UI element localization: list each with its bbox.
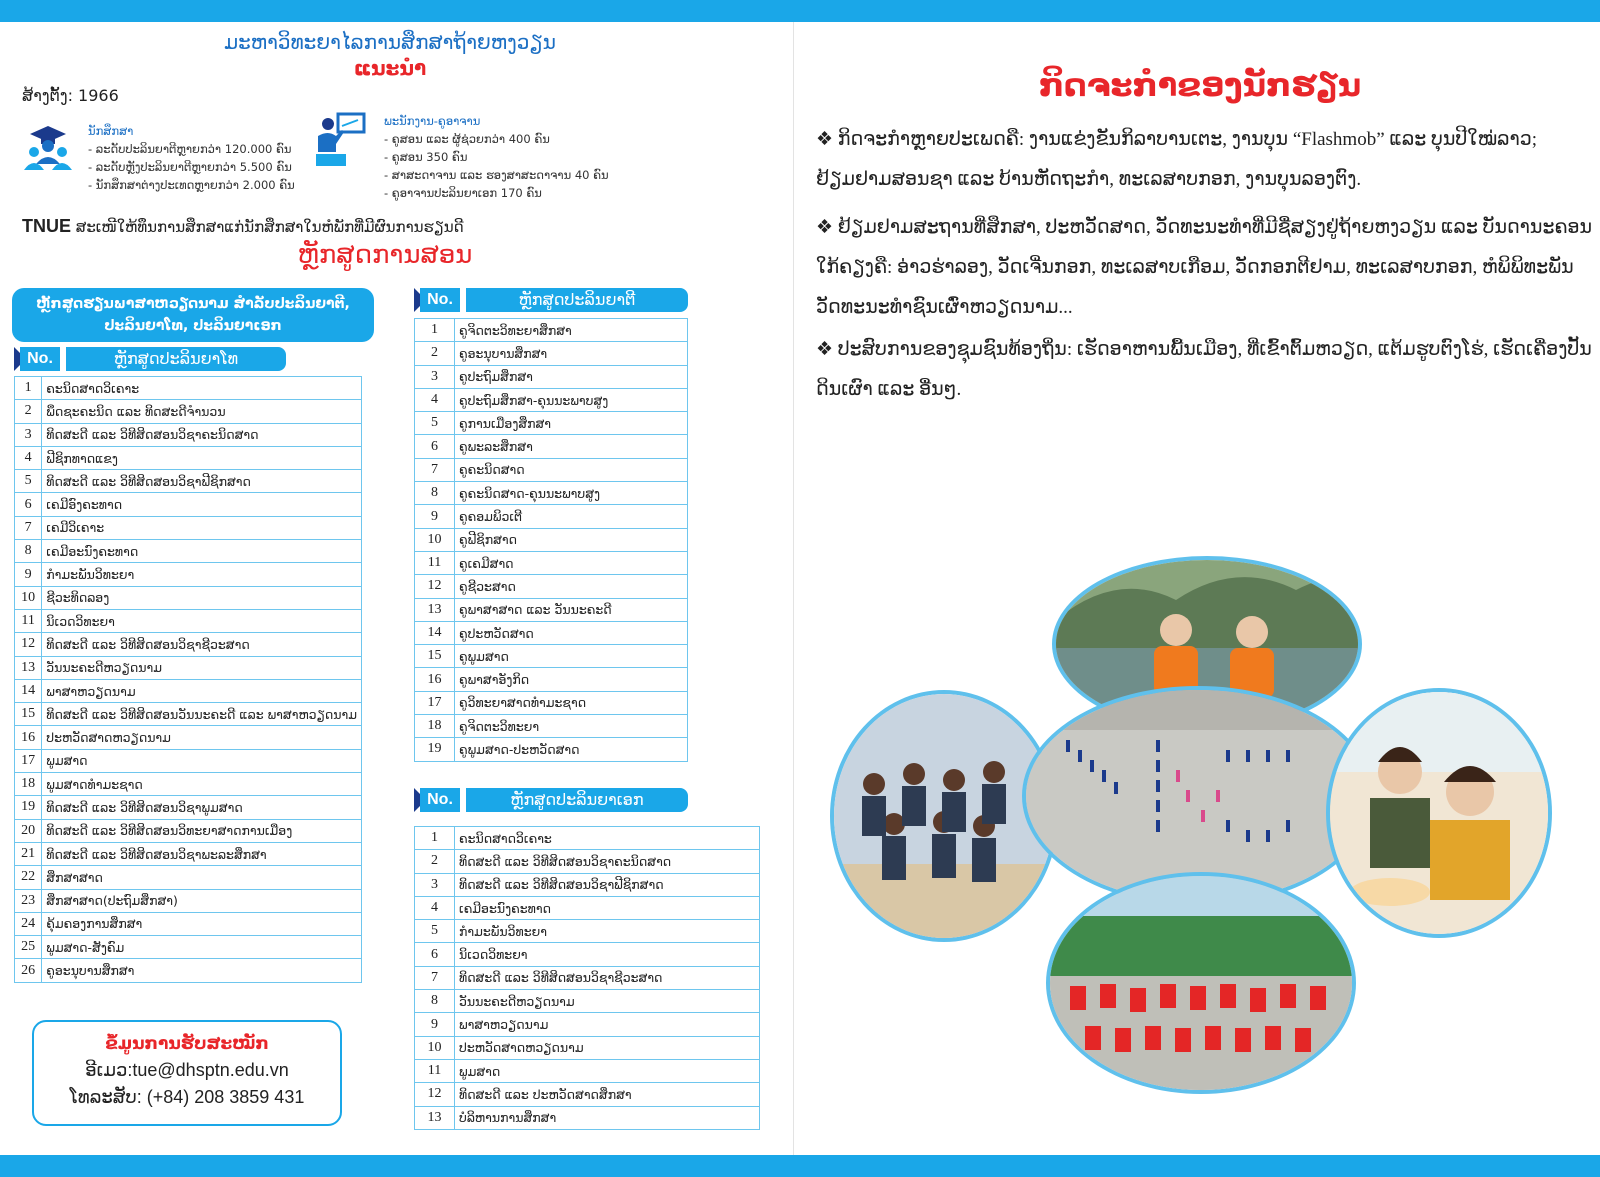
row-number: 15 (415, 645, 455, 668)
row-number: 1 (15, 377, 42, 400)
program-name: ຄຸ້ມຄອງການສຶກສາ (42, 912, 362, 935)
table-row (15, 959, 362, 982)
table-row (15, 540, 362, 563)
table-row (15, 936, 362, 959)
table-row (15, 703, 362, 726)
no-label: No. (420, 788, 460, 812)
vietnamese-language-program-pill: ຫຼັກສູດຮຽນພາສາຫວຽດນາມ ສຳລັບປະລິນຍາຕີ, ປະລິນຍາໂທ, ປະລິນຍາເອກ (12, 288, 374, 342)
intro-title: ແນະນຳ (353, 56, 427, 80)
row-number: 19 (15, 796, 42, 819)
program-name: ເຄມີອະນົງຄະທາດ (42, 540, 362, 563)
program-name: ຄູຊີວະສາດ (455, 575, 688, 598)
table-row (15, 912, 362, 935)
row-number: 16 (15, 726, 42, 749)
table-row (415, 873, 760, 896)
row-number: 5 (415, 920, 455, 943)
row-number: 3 (415, 873, 455, 896)
row-number: 12 (415, 575, 455, 598)
teacher-icon (316, 112, 366, 172)
program-name: ຄູຄະນິດສາດ-ຄຸນນະພາບສູງ (455, 482, 688, 505)
table-row (15, 609, 362, 632)
activities-title: ກິດຈະກຳຂອງນັກຮຽນ (1038, 66, 1362, 104)
row-number: 8 (415, 990, 455, 1013)
staff-line: - ສາສະດາຈານ ແລະ ຮອງສາສະດາຈານ 40 ຄົນ (384, 168, 609, 182)
table-row (15, 656, 362, 679)
row-number: 2 (415, 850, 455, 873)
bachelors-header (414, 288, 688, 312)
program-name: ຄູຄະນິດສາດ (455, 458, 688, 481)
row-number: 26 (15, 959, 42, 982)
program-name: ພູມສາດ (42, 749, 362, 772)
row-number: 10 (415, 528, 455, 551)
row-number: 16 (415, 668, 455, 691)
table-row (415, 668, 688, 691)
photo-red-shirt-dance (1046, 872, 1356, 1094)
table-row (415, 482, 688, 505)
program-name: ຄູຈິດຕະວິທະຍາ (455, 715, 688, 738)
table-row (15, 819, 362, 842)
table-row (415, 966, 760, 989)
row-number: 3 (415, 365, 455, 388)
program-name: ຟີຊິກທາດແຂງ (42, 446, 362, 469)
page-fold-divider (793, 22, 794, 1155)
program-name: ຄູປະຫວັດສາດ (455, 621, 688, 644)
program-name: ນິເວດວິທະຍາ (455, 943, 760, 966)
photo-beach-group (830, 690, 1058, 942)
row-number: 12 (415, 1083, 455, 1106)
program-name: ພູມສາດ (455, 1059, 760, 1082)
table-row (415, 920, 760, 943)
photo-cooking (1326, 688, 1552, 938)
row-number: 17 (15, 749, 42, 772)
program-name: ຄູພາສາສາດ ແລະ ວັນນະຄະດີ (455, 598, 688, 621)
program-name: ເຄມີວິເຄາະ (42, 516, 362, 539)
staff-line: - ຄູສອນ ແລະ ຜູ້ຊ່ວຍກວ່າ 400 ຄົນ (384, 132, 550, 146)
program-name: ພາສາຫວຽດນາມ (455, 1013, 760, 1036)
program-name: ທິດສະດີ ແລະ ວິທີສິດສອນວິຊາຊີວະສາດ (42, 633, 362, 656)
top-color-bar (0, 0, 1600, 22)
staff-line: - ຄູອາຈານປະລິນຍາເອກ 170 ຄົນ (384, 186, 542, 200)
program-name: ທິດສະດີ ແລະ ວິທີສິດສອນວິທະຍາສາດການເມືອງ (42, 819, 362, 842)
table-row (415, 1106, 760, 1129)
row-number: 9 (415, 505, 455, 528)
table-row (15, 633, 362, 656)
staff-heading: ພະນັກງານ-ຄູອາຈານ (384, 114, 481, 128)
row-number: 5 (15, 470, 42, 493)
table-row (15, 563, 362, 586)
program-name: ນິເວດວິທະຍາ (42, 609, 362, 632)
table-row (415, 388, 688, 411)
table-row (415, 435, 688, 458)
program-name: ທິດສະດີ ແລະ ປະຫວັດສາດສຶກສາ (455, 1083, 760, 1106)
row-number: 7 (15, 516, 42, 539)
row-number: 6 (15, 493, 42, 516)
row-number: 9 (15, 563, 42, 586)
staff-stats (384, 112, 609, 202)
table-row (415, 1059, 760, 1082)
row-number: 20 (15, 819, 42, 842)
programs-title: ຫຼັກສູດການສອນ (297, 240, 473, 270)
university-name: ມະຫາວິທະຍາໄລການສຶກສາຖ້າຍຫງວຽນ (224, 30, 556, 54)
founded-year: ສ້າງຕັ້ງ: 1966 (22, 86, 119, 105)
row-number: 13 (415, 1106, 455, 1129)
table-row (415, 1036, 760, 1059)
program-name: ສຶກສາສາດ(ປະຖົມສຶກສາ) (42, 889, 362, 912)
table-row (15, 866, 362, 889)
row-number: 12 (15, 633, 42, 656)
doctoral-program-table (414, 826, 760, 1130)
table-row (415, 691, 688, 714)
brand-name: TNUE (22, 216, 71, 236)
contact-title: ຂໍ້ມູນການຮັບສະໝັກ (105, 1034, 269, 1054)
program-name: ທິດສະດີ ແລະ ວິທີສິດສອນວິຊາຟີຊິກສາດ (42, 470, 362, 493)
program-name: ທິດສະດີ ແລະ ວິທີສິດສອນວິຊາຄະນິດສາດ (455, 850, 760, 873)
row-number: 14 (15, 679, 42, 702)
table-row (15, 842, 362, 865)
table-row (415, 850, 760, 873)
row-number: 9 (415, 1013, 455, 1036)
masters-program-table (14, 376, 362, 983)
row-number: 18 (415, 715, 455, 738)
students-icon (22, 124, 74, 178)
row-number: 25 (15, 936, 42, 959)
program-name: ວັນນະຄະດີຫວຽດນາມ (455, 990, 760, 1013)
row-number: 2 (415, 342, 455, 365)
row-number: 4 (415, 896, 455, 919)
table-row (415, 645, 688, 668)
row-number: 24 (15, 912, 42, 935)
row-number: 15 (15, 703, 42, 726)
table-row (415, 896, 760, 919)
activities-paragraph: ❖ ຢ້ຽມຢາມສະຖານທີ່ສຶກສາ, ປະຫວັດສາດ, ວັດທະນະທຳທີ່ມີຊື່ສຽງຢູ່ຖ້າຍຫງວຽນ ແລະ ບັນດານະຄອນໃກ້ຄຽງຄື: ອ່າວຮ່າລອງ, ວັດເຈີ່ນກອກ, ທະເລສາບເກືອມ, ວັດກອກຕີຢາມ, ທະເລສາບກອກ, ຫໍພິພິທະພັນວັດທະນະທຳຊົນເຜົ່າຫວຽດນາມ... (816, 217, 1593, 318)
table-row (415, 598, 688, 621)
table-row (15, 726, 362, 749)
row-number: 23 (15, 889, 42, 912)
program-name: ຄູພູມສາດ-ປະຫວັດສາດ (455, 738, 688, 761)
row-number: 8 (15, 540, 42, 563)
row-number: 10 (415, 1036, 455, 1059)
program-name: ກຳມະພັນວິທະຍາ (455, 920, 760, 943)
table-row (415, 621, 688, 644)
row-number: 3 (15, 423, 42, 446)
activities-paragraph: ❖ ກິດຈະກຳຫຼາຍປະເພດຄື: ງານແຂ່ງຂັນກິລາບານເຕະ, ງານບຸນ “Flashmob” ແລະ ບຸນປີໃໝ່ລາວ; ຢ້ຽມຢາມສອນຊາ ແລະ ບ້ານຫັດຖະກຳ, ທະເລສາບກອກ, ງານບຸນລອງຕົງ. (816, 129, 1538, 190)
row-number: 13 (415, 598, 455, 621)
doctoral-header (414, 788, 688, 812)
table-row (15, 749, 362, 772)
table-row (415, 1013, 760, 1036)
row-number: 1 (415, 319, 455, 342)
students-stats (88, 122, 295, 194)
program-name: ຄູອະນຸບານສຶກສາ (42, 959, 362, 982)
program-name: ຄູພາສາອັງກິດ (455, 668, 688, 691)
students-line: - ລະດັບປະລິນຍາຕີຫຼາຍກວ່າ 120.000 ຄົນ (88, 142, 292, 156)
table-row (15, 400, 362, 423)
contact-phone[interactable]: ໂທລະສັບ: (+84) 208 3859 431 (69, 1087, 305, 1107)
table-row (15, 889, 362, 912)
row-number: 10 (15, 586, 42, 609)
program-name: ຄູການເມືອງສຶກສາ (455, 412, 688, 435)
table-row (415, 458, 688, 481)
program-name: ປະຫວັດສາດຫວຽດນາມ (455, 1036, 760, 1059)
table-row (415, 827, 760, 850)
staff-line: - ຄູສອນ 350 ຄົນ (384, 150, 468, 164)
program-name: ຄູວິທະຍາສາດທຳມະຊາດ (455, 691, 688, 714)
program-name: ທິດສະດີ ແລະ ວິທີສິດສອນວິຊາພູມສາດ (42, 796, 362, 819)
program-name: ເຄມີອະນົງຄະທາດ (455, 896, 760, 919)
row-number: 11 (415, 1059, 455, 1082)
doctoral-title: ຫຼັກສູດປະລິນຍາເອກ (466, 788, 688, 812)
row-number: 6 (415, 943, 455, 966)
row-number: 14 (415, 621, 455, 644)
program-name: ສຶກສາສາດ (42, 866, 362, 889)
program-name: ວັນນະຄະດີຫວຽດນາມ (42, 656, 362, 679)
contact-email[interactable]: ອີເມວ:tue@dhsptn.edu.vn (85, 1060, 289, 1080)
row-number: 11 (415, 551, 455, 574)
scholarship-statement (22, 216, 582, 237)
program-name: ຄູປະຖົມສຶກສາ-ຄຸນນະພາບສູງ (455, 388, 688, 411)
table-row (415, 738, 688, 761)
masters-title: ຫຼັກສູດປະລິນຍາໂທ (66, 347, 286, 371)
row-number: 7 (415, 458, 455, 481)
program-name: ຄູອະນຸບານສຶກສາ (455, 342, 688, 365)
masters-header (14, 347, 286, 371)
table-row (415, 575, 688, 598)
program-name: ທິດສະດີ ແລະ ວິທີສິດສອນວິຊາຊີວະສາດ (455, 966, 760, 989)
table-row (15, 470, 362, 493)
row-number: 6 (415, 435, 455, 458)
program-name: ຄະນິດສາດວິເຄາະ (42, 377, 362, 400)
program-name: ເຄມີອົງຄະທາດ (42, 493, 362, 516)
row-number: 17 (415, 691, 455, 714)
bottom-color-bar (0, 1155, 1600, 1177)
program-name: ພາສາຫວຽດນາມ (42, 679, 362, 702)
table-row (415, 528, 688, 551)
table-row (15, 773, 362, 796)
bachelors-program-table (414, 318, 688, 762)
program-name: ຄູພູມສາດ (455, 645, 688, 668)
row-number: 7 (415, 966, 455, 989)
program-name: ທິດສະດີ ແລະ ວິທີສິດສອນວັນນະຄະດີ ແລະ ພາສາຫວຽດນາມ (42, 703, 362, 726)
row-number: 4 (415, 388, 455, 411)
row-number: 18 (15, 773, 42, 796)
activities-paragraph: ❖ ປະສົບການຂອງຊຸມຊົນທ້ອງຖິ່ນ: ເຮັດອາຫານພື້ນເມືອງ, ທີ່ເຂົ້າຕົ້ມຫວຽດ, ແຕ້ມຮູບຕົງໂຮ່, ເຮັດເຄື່ອງປັ້ນດິນເຜົາ ແລະ ອື່ນໆ. (816, 339, 1592, 400)
bachelors-title: ຫຼັກສູດປະລິນຍາຕີ (466, 288, 688, 312)
program-name: ປະຫວັດສາດຫວຽດນາມ (42, 726, 362, 749)
program-name: ຄູປະຖົມສຶກສາ (455, 365, 688, 388)
table-row (415, 715, 688, 738)
program-name: ຄະນິດສາດວິເຄາະ (455, 827, 760, 850)
table-row (15, 446, 362, 469)
table-row (15, 377, 362, 400)
table-row (415, 990, 760, 1013)
table-row (415, 319, 688, 342)
table-row (415, 943, 760, 966)
program-name: ຄູເຄມີສາດ (455, 551, 688, 574)
table-row (15, 423, 362, 446)
program-name: ທິດສະດີ ແລະ ວິທີສິດສອນວິຊາຄະນິດສາດ (42, 423, 362, 446)
program-name: ຄູພະລະສຶກສາ (455, 435, 688, 458)
row-number: 4 (15, 446, 42, 469)
table-row (415, 1083, 760, 1106)
row-number: 5 (415, 412, 455, 435)
program-name: ຄູຟີຊິກສາດ (455, 528, 688, 551)
program-name: ທິດສະດີ ແລະ ວິທີສິດສອນວິຊາພະລະສຶກສາ (42, 842, 362, 865)
scholarship-text: ສະເໜີໃຫ້ທຶນການສຶກສາແກ່ນັກສຶກສາໃນຫໍພັກທີ່ມີຜົນການຮຽນດີ (71, 218, 464, 236)
row-number: 2 (15, 400, 42, 423)
table-row (15, 679, 362, 702)
program-name: ຄູຈິດຕະວິທະຍາສຶກສາ (455, 319, 688, 342)
students-line: - ລະດັບຫຼັງປະລິນຍາຕີຫຼາຍກວ່າ 5.500 ຄົນ (88, 160, 292, 174)
table-row (15, 586, 362, 609)
table-row (415, 365, 688, 388)
row-number: 1 (415, 827, 455, 850)
program-name: ຊີວະທິດລອງ (42, 586, 362, 609)
row-number: 8 (415, 482, 455, 505)
students-line: - ນັກສຶກສາຕ່າງປະເທດຫຼາຍກວ່າ 2.000 ຄົນ (88, 178, 295, 192)
contact-box (32, 1020, 342, 1126)
table-row (415, 505, 688, 528)
program-name: ພູມສາດ-ສັງຄົມ (42, 936, 362, 959)
program-name: ບໍລິຫານການສຶກສາ (455, 1106, 760, 1129)
table-row (15, 493, 362, 516)
no-label: No. (20, 347, 60, 371)
table-row (15, 796, 362, 819)
row-number: 22 (15, 866, 42, 889)
row-number: 19 (415, 738, 455, 761)
table-row (415, 412, 688, 435)
students-heading: ນັກສຶກສາ (88, 124, 134, 138)
program-name: ພຶດຊະຄະນິດ ແລະ ທິດສະດີຈຳນວນ (42, 400, 362, 423)
row-number: 13 (15, 656, 42, 679)
no-label: No. (420, 288, 460, 312)
program-name: ຄູຄອມພິວເຕີ (455, 505, 688, 528)
row-number: 11 (15, 609, 42, 632)
program-name: ທິດສະດີ ແລະ ວິທີສິດສອນວິຊາຟີຊິກສາດ (455, 873, 760, 896)
program-name: ພູມສາດທຳມະຊາດ (42, 773, 362, 796)
row-number: 21 (15, 842, 42, 865)
program-name: ກຳມະພັນວິທະຍາ (42, 563, 362, 586)
table-row (415, 342, 688, 365)
table-row (415, 551, 688, 574)
table-row (15, 516, 362, 539)
